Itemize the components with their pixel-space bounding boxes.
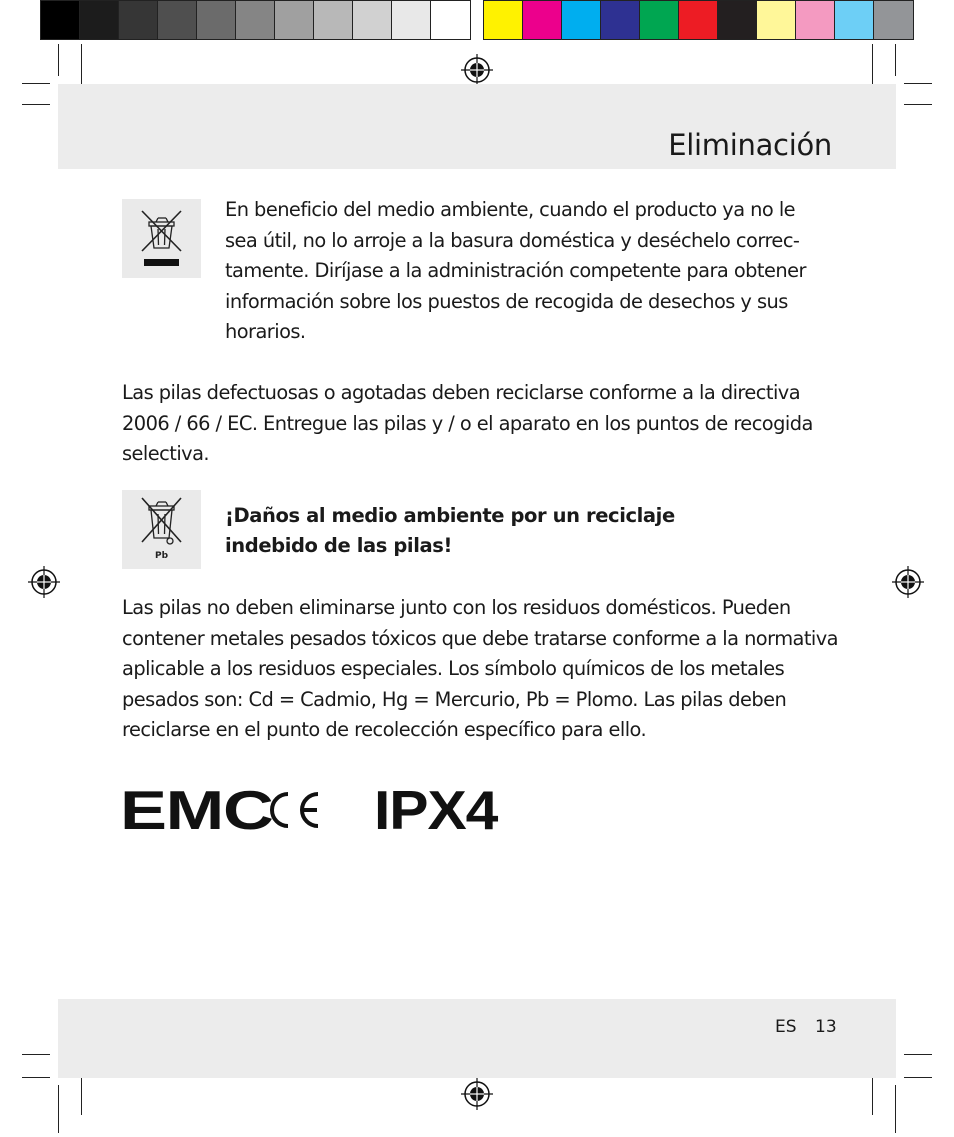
crop-mark bbox=[904, 1077, 932, 1078]
gray-swatch bbox=[275, 1, 314, 39]
crop-mark bbox=[58, 1085, 59, 1133]
gray-swatch bbox=[431, 1, 470, 39]
color-swatch bbox=[484, 1, 523, 39]
footer-language: ES bbox=[775, 1017, 797, 1037]
gray-swatch bbox=[236, 1, 275, 39]
gray-swatch bbox=[119, 1, 158, 39]
page-number: 13 bbox=[815, 1017, 837, 1037]
color-swatch bbox=[562, 1, 601, 39]
battery-directive-paragraph: Las pilas defectuosas o agotadas deben reciclarse conforme a la directiva 2006 / 66 / EC. Entregue las pilas y / o el aparato en los puntos de recogida selectiva. bbox=[122, 381, 813, 465]
registration-mark-icon bbox=[28, 566, 60, 598]
color-swatch bbox=[679, 1, 718, 39]
gray-swatch bbox=[41, 1, 80, 39]
registration-mark-icon bbox=[461, 1078, 493, 1110]
color-swatch bbox=[874, 1, 913, 39]
crop-mark bbox=[22, 83, 50, 84]
crop-mark bbox=[58, 44, 59, 76]
gray-swatch bbox=[158, 1, 197, 39]
crop-mark bbox=[895, 1085, 896, 1133]
battery-bin-icon bbox=[122, 490, 201, 569]
color-swatch bbox=[640, 1, 679, 39]
color-swatch bbox=[718, 1, 757, 39]
crop-mark bbox=[904, 104, 932, 105]
registration-mark-icon bbox=[461, 54, 493, 86]
page-title: Eliminación bbox=[668, 128, 832, 162]
color-calibration-bar bbox=[483, 0, 914, 40]
ce-mark-icon bbox=[264, 790, 324, 830]
color-swatch bbox=[796, 1, 835, 39]
gray-swatch bbox=[80, 1, 119, 39]
crop-mark bbox=[22, 1054, 50, 1055]
crop-mark bbox=[22, 104, 50, 105]
warning-heading: ¡Daños al medio ambiente por un reciclaje indebido de las pilas! bbox=[225, 504, 675, 557]
emc-mark: EMC bbox=[120, 779, 273, 841]
crop-mark bbox=[904, 1054, 932, 1055]
registration-mark-icon bbox=[892, 566, 924, 598]
crop-mark bbox=[22, 1077, 50, 1078]
gray-swatch bbox=[197, 1, 236, 39]
crop-mark bbox=[904, 83, 932, 84]
heavy-metals-paragraph: Las pilas no deben eliminarse junto con los residuos domésticos. Pueden contener metales pesados tóxicos que debe tratarse conforme a la normativa aplicable a los residuos especiales. Los símbolo químicos de los metales pesados son: Cd = Cadmio, Hg = Mercurio, Pb = Plomo. Las pilas deben reciclarse en el punto de recolección específico para ello. bbox=[122, 596, 839, 741]
footer-band bbox=[58, 999, 896, 1078]
crop-mark bbox=[81, 1075, 82, 1115]
pb-label: Pb bbox=[155, 551, 169, 561]
gray-swatch bbox=[392, 1, 431, 39]
disposal-paragraph: En beneficio del medio ambiente, cuando el producto ya no le sea útil, no lo arroje a la basura doméstica y deséchelo correc- tamente. Diríjase a la administración competente para obtener información sobre los puestos de recogida de desechos y sus horarios. bbox=[225, 198, 806, 343]
color-swatch bbox=[835, 1, 874, 39]
ipx4-mark: IPX4 bbox=[374, 779, 498, 841]
crop-mark bbox=[895, 44, 896, 76]
gray-swatch bbox=[353, 1, 392, 39]
color-swatch bbox=[757, 1, 796, 39]
crop-mark bbox=[872, 1075, 873, 1115]
gray-swatch bbox=[314, 1, 353, 39]
color-swatch bbox=[601, 1, 640, 39]
grayscale-calibration-bar bbox=[40, 0, 471, 40]
color-swatch bbox=[523, 1, 562, 39]
crossed-bin-icon bbox=[122, 199, 201, 278]
